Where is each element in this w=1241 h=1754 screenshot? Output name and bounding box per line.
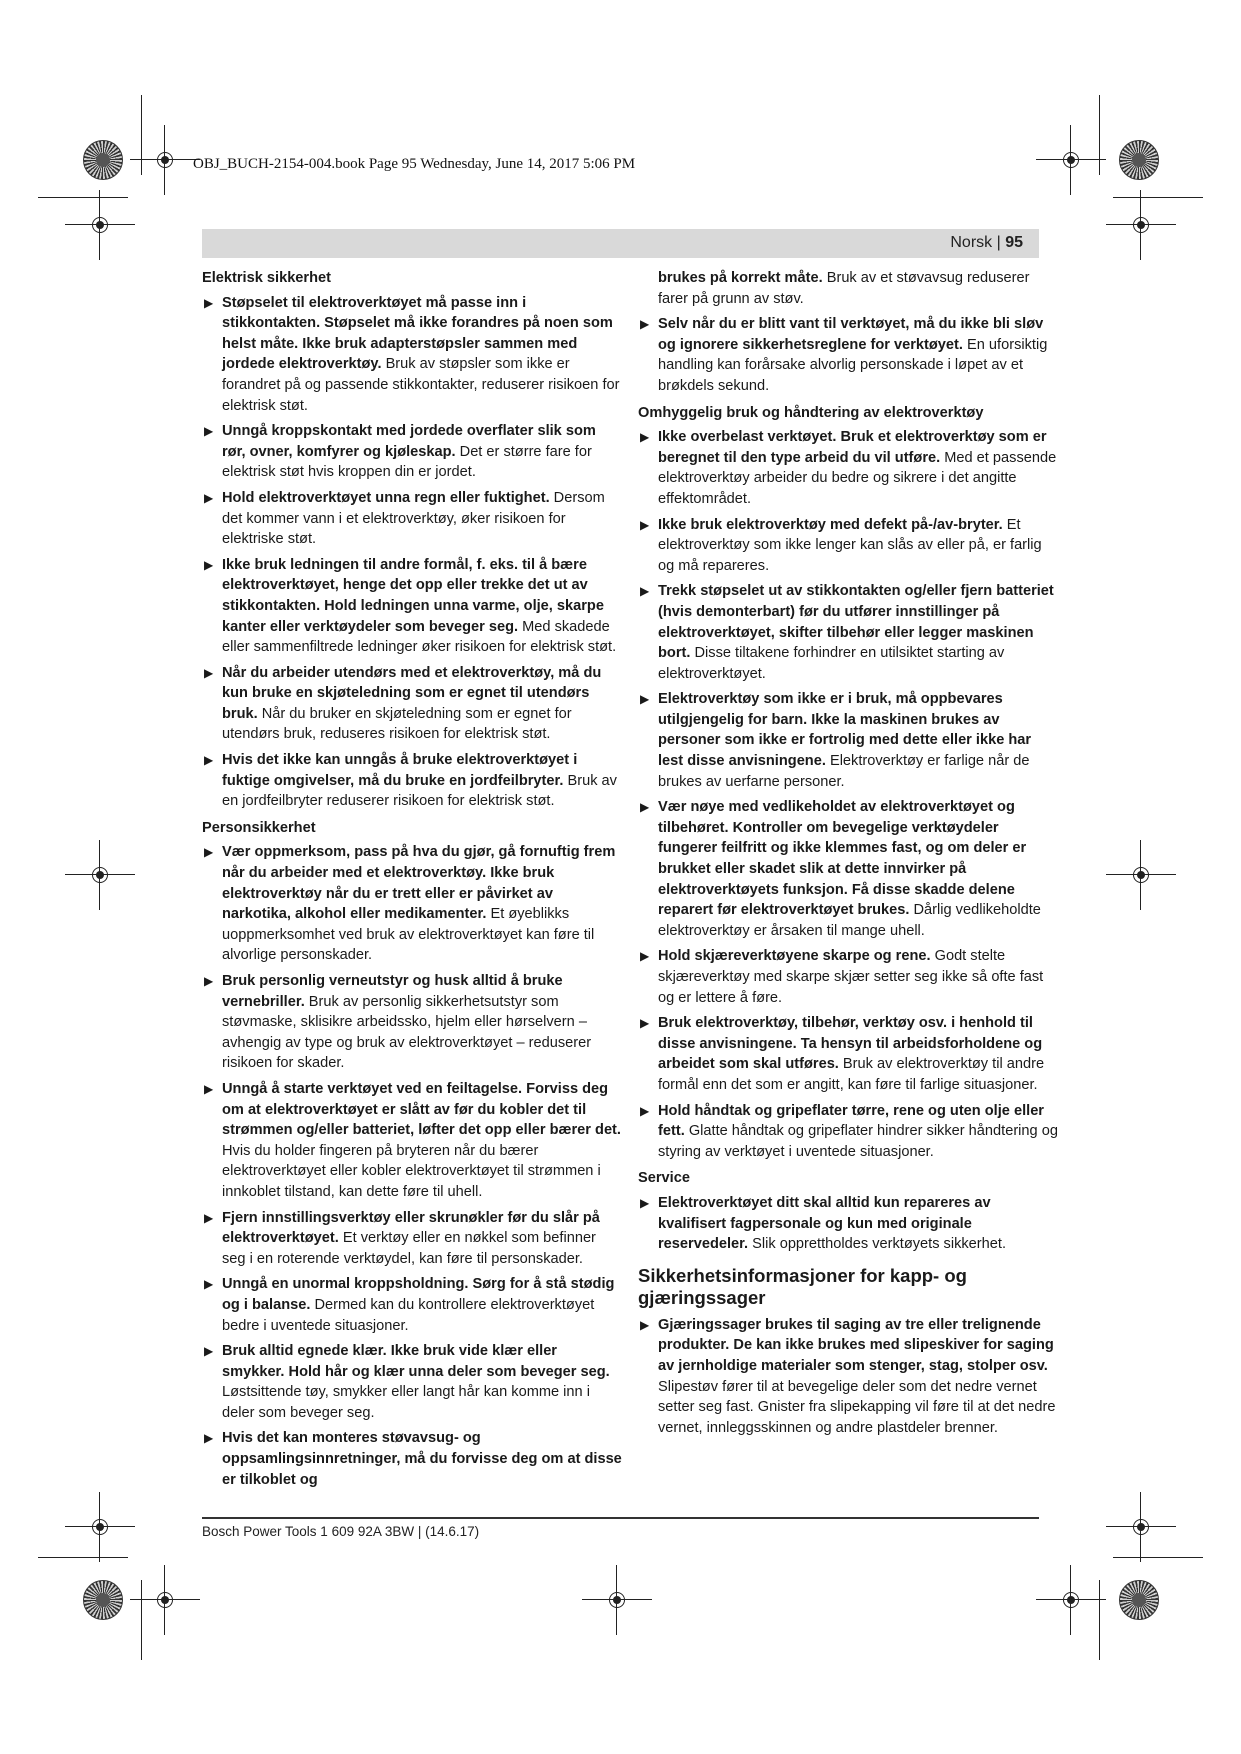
list-item-continuation [638, 268, 1058, 309]
page-number: 95 [1005, 234, 1023, 251]
item-text: Dersom det kommer vann i et elektroverktøy, øker risikoen for elektriske støt. [222, 489, 605, 548]
crop-mark [38, 1557, 128, 1558]
item-text: Bruk av personlig sikkerhetsutstyr som støvmaske, sklisikre arbeidssko, hjelm eller hørselvern – avhengig av type og bruk av elektroverktøyet – reduserer risikoen for skader. [222, 993, 592, 1072]
item-bold-text: Hvis det ikke kan unngås å bruke elektroverktøyet i fuktige omgivelser, må du bruke en jordfeilbryter. [222, 752, 578, 789]
item-text: Med skadede eller sammenfiltrede ledninger øker risikoen for elektrisk støt. [222, 618, 617, 656]
item-bold-text: Når du arbeider utendørs med et elektroverktøy, må du kun bruke en skjøteledning som er egnet til utendørs bruk. [222, 664, 602, 722]
registration-mark-icon [600, 1583, 634, 1617]
list-item [638, 427, 1058, 509]
calibration-dial-icon [83, 1580, 123, 1620]
list-item [638, 581, 1058, 684]
bullet-triangle-icon: ▶ [640, 1317, 650, 1332]
bullet-triangle-icon: ▶ [640, 584, 650, 599]
crop-mark [1113, 1557, 1203, 1558]
item-bold-text: Unngå kroppskontakt med jordede overflater slik som rør, ovner, komfyrer og kjøleskap. [222, 423, 596, 460]
item-bold-text: Ikke bruk ledningen til andre formål, f. eks. til å bære elektroverktøyet, henge det opp eller trekke det ut av stikkontakten. Hold ledningen unna varme, olje, skarpe kanter eller verktøydeler som beveger seg. [222, 556, 604, 635]
item-text: Et elektroverktøy som ikke lenger kan slås av eller på, er farlig og må repareres. [658, 516, 1042, 574]
section-heading: Service [638, 1170, 690, 1187]
item-text: Et verktøy eller en nøkkel som befinner seg i en roterende verktøydel, kan føre til personskader. [222, 1230, 596, 1267]
bullet-triangle-icon: ▶ [640, 949, 650, 964]
item-text: Når du bruker en skjøteledning som er egnet for utendørs bruk, reduseres risikoen for elektrisk støt. [222, 705, 572, 743]
item-bold-text: Bruk elektroverktøy, tilbehør, verktøy osv. i henhold til disse anvisningene. Ta hensyn til arbeidsforholdene og arbeidet som skal utføres. [658, 1015, 1043, 1073]
crop-mark [1113, 197, 1203, 198]
bullet-triangle-icon: ▶ [640, 317, 650, 332]
bullet-triangle-icon: ▶ [640, 430, 650, 445]
list-item [638, 1013, 1058, 1095]
list-item [638, 689, 1058, 792]
bullet-triangle-icon: ▶ [204, 974, 214, 988]
item-text: Slipestøv fører til at bevegelige deler som det nedre vernet setter seg fast. Gnister fra slipekapping vil føre til at det nedre vernet, innleggsskinnen og andre plastdeler brenner. [658, 1378, 1056, 1436]
list-item [202, 663, 622, 745]
item-text: Dårlig vedlikeholdte elektroverktøy er årsaken til mange uhell. [658, 902, 1041, 939]
list-item [202, 1079, 622, 1203]
registration-mark-icon [83, 858, 117, 892]
list-item [202, 1274, 622, 1336]
list-item [202, 1341, 622, 1423]
bullet-triangle-icon: ▶ [640, 1016, 650, 1031]
item-bold-text: Hold elektroverktøyet unna regn eller fuktighet. [222, 489, 550, 506]
registration-mark-icon [148, 1583, 182, 1617]
bullet-triangle-icon: ▶ [640, 800, 650, 815]
item-bold-text: Unngå å starte verktøyet ved en feiltagelse. Forviss deg om at elektroverktøyet er slått av før du kobler det til strømmen og/eller batteriet, løfter det opp eller bærer det. [222, 1080, 621, 1139]
bullet-triangle-icon: ▶ [204, 295, 214, 310]
item-bold-text: Gjæringssager brukes til saging av tre eller trelignende produkter. De kan ikke brukes med slipeskiver for saging av jernholdige materialer som stenger, stag, stolper osv. [658, 1316, 1054, 1374]
item-text: En uforsiktig handling kan forårsake alvorlig personskade i løpet av et brøkdels sekund. [658, 336, 1048, 394]
bullet-triangle-icon: ▶ [640, 692, 650, 707]
item-bold-text: Elektroverktøyet ditt skal alltid kun repareres av kvalifisert fagpersonale og kun med originale reservedeler. [658, 1194, 991, 1253]
item-text: Bruk av elektroverktøy til andre formål enn det som er angitt, kan føre til farlige situasjoner. [658, 1056, 1045, 1093]
calibration-dial-icon [1119, 1580, 1159, 1620]
item-text: Elektroverktøy er farlige når de brukes av uerfarne personer. [658, 753, 1030, 790]
calibration-dial-icon [83, 140, 123, 180]
crop-mark [1099, 1580, 1100, 1660]
item-bold-text: Elektroverktøy som ikke er i bruk, må oppbevares utilgjengelig for barn. Ikke la maskinen brukes av personer som ikke er fortrolig med dette eller ikke har lest disse anvisningene. [658, 691, 1032, 770]
item-text: Glatte håndtak og gripeflater hindrer sikker håndtering og styring av verktøyet i uventede situasjoner. [658, 1123, 1058, 1160]
footer-divider [202, 1517, 1039, 1519]
list-item [638, 797, 1058, 941]
item-bold-text: Bruk personlig verneutstyr og husk alltid å bruke vernebriller. [222, 973, 563, 1010]
section-heading: Omhyggelig bruk og håndtering av elektroverktøy [638, 404, 984, 421]
list-item [638, 1101, 1058, 1163]
list-item [202, 971, 622, 1074]
list-item [202, 1428, 622, 1490]
chapter-heading: Sikkerhetsinformasjoner for kapp- og gjæringssager [638, 1264, 967, 1308]
section-heading: Elektrisk sikkerhet [202, 270, 331, 286]
bullet-triangle-icon: ▶ [204, 753, 214, 768]
crop-mark [141, 95, 142, 175]
bullet-triangle-icon: ▶ [204, 557, 214, 572]
bullet-triangle-icon: ▶ [204, 1431, 214, 1446]
section-heading: Personsikkerhet [202, 819, 316, 836]
item-text: Disse tiltakene forhindrer en utilsiktet starting av elektroverktøyet. [658, 645, 1005, 682]
bullet-triangle-icon: ▶ [640, 1103, 650, 1118]
print-slug: OBJ_BUCH-2154-004.book Page 95 Wednesday, June 14, 2017 5:06 PM [193, 156, 636, 172]
item-text: Dermed kan du kontrollere elektroverktøyet bedre i uventede situasjoner. [222, 1296, 595, 1334]
crop-mark [1099, 95, 1100, 175]
registration-mark-icon [1124, 208, 1158, 242]
item-text: Bruk av støpsler som ikke er forandret på og passende stikkontakter, reduserer risikoen for elektrisk støt. [222, 356, 620, 414]
list-item [202, 421, 622, 483]
registration-mark-icon [83, 208, 117, 242]
item-text: Med et passende elektroverktøy arbeider du bedre og sikrere i det angitte effektområdet. [658, 449, 1057, 507]
list-item [202, 293, 622, 417]
bullet-triangle-icon: ▶ [640, 1195, 650, 1210]
list-item [638, 515, 1058, 577]
item-text: Hvis du holder fingeren på bryteren når du bærer elektroverktøyet eller kobler elektroverktøyet til strømmen i innkoblet tilstand, kan dette føre til uhell. [222, 1142, 601, 1200]
item-text: Slik opprettholdes verktøyets sikkerhet. [748, 1236, 1007, 1253]
bullet-triangle-icon: ▶ [204, 1344, 214, 1359]
header-label [950, 234, 1023, 252]
crop-mark [141, 1580, 142, 1660]
item-text: Godt stelte skjæreverktøy med skarpe skjær setter seg ikke så ofte fast og er lettere å føre. [658, 948, 1044, 1006]
registration-mark-icon [1054, 143, 1088, 177]
list-item [638, 1193, 1058, 1255]
item-bold-text: Vær nøye med vedlikeholdet av elektroverktøyet og tilbehøret. Kontroller om bevegelige verktøydeler fungerer feilfritt og ikke klemmes fast, og om deler er brukket eller skadet slik at dette innvirker på elektroverktøyets funksjon. Få disse skadde delene reparert før elektroverktøyet brukes. [658, 799, 1027, 919]
item-text: Bruk av en jordfeilbryter reduserer risikoen for elektrisk støt. [222, 772, 617, 810]
registration-mark-icon [83, 1510, 117, 1544]
list-item [638, 314, 1058, 396]
item-text: Et øyeblikks uoppmerksomhet ved bruk av elektroverktøyet kan føre til alvorlige personskader. [222, 906, 595, 964]
header-separator: | [996, 234, 1001, 251]
item-bold-text: brukes på korrekt måte. [658, 270, 823, 286]
item-bold-text: Hold håndtak og gripeflater tørre, rene og uten olje eller fett. [658, 1102, 1044, 1140]
item-bold-text: Støpselet til elektroverktøyet må passe inn i stikkontakten. Støpselet må ikke forandres på noen som helst måte. Ikke bruk adapterstøpsler sammen med jordede elektroverktøy. [222, 294, 613, 373]
calibration-dial-icon [1119, 140, 1159, 180]
bullet-triangle-icon: ▶ [204, 665, 214, 680]
bullet-triangle-icon: ▶ [204, 1210, 214, 1225]
page-footer: Bosch Power Tools 1 609 92A 3BW | (14.6.17) [202, 1524, 480, 1539]
registration-mark-icon [1054, 1583, 1088, 1617]
registration-mark-icon [148, 143, 182, 177]
bullet-triangle-icon: ▶ [640, 517, 650, 532]
list-item [202, 1208, 622, 1270]
item-text: Det er større fare for elektrisk støt hvis kroppen din er jordet. [222, 443, 592, 481]
header-language: Norsk [950, 234, 993, 251]
item-bold-text: Selv når du er blitt vant til verktøyet, må du ikke bli sløv og ignorere sikkerhetsreglene for verktøyet. [658, 316, 1044, 353]
page-header [202, 229, 1039, 258]
list-item [202, 842, 622, 966]
left-column [202, 268, 622, 1495]
bullet-triangle-icon: ▶ [204, 490, 214, 505]
list-item [202, 555, 622, 658]
right-column [638, 268, 1058, 1443]
item-bold-text: Ikke overbelast verktøyet. Bruk et elektroverktøy som er beregnet til den type arbeid du vil utføre. [658, 429, 1047, 466]
bullet-triangle-icon: ▶ [204, 424, 214, 439]
item-bold-text: Hvis det kan monteres støvavsug- og oppsamlingsinnretninger, må du forvisse deg om at disse er tilkoblet og [222, 1430, 622, 1488]
list-item [202, 750, 622, 812]
list-item [202, 488, 622, 550]
item-bold-text: Fjern innstillingsverktøy eller skrunøkler før du slår på elektroverktøyet. [222, 1209, 600, 1247]
bullet-triangle-icon: ▶ [204, 845, 214, 860]
list-item [638, 1315, 1058, 1439]
registration-mark-icon [1124, 1510, 1158, 1544]
item-bold-text: Bruk alltid egnede klær. Ikke bruk vide klær eller smykker. Hold hår og klær unna deler som beveger seg. [222, 1343, 610, 1380]
registration-mark-icon [1124, 858, 1158, 892]
item-bold-text: Unngå en unormal kroppsholdning. Sørg for å stå stødig og i balanse. [222, 1276, 615, 1313]
item-bold-text: Trekk støpselet ut av stikkontakten og/eller fjern batteriet (hvis demonterbart) før du utfører innstillinger på elektroverktøyet, skifter tilbehør eller legger maskinen bort. [658, 583, 1054, 662]
item-bold-text: Vær oppmerksom, pass på hva du gjør, gå fornuftig frem når du arbeider med et elektroverktøy. Ikke bruk elektroverktøy når du er trett eller er påvirket av narkotika, alkohol eller medikamenter. [222, 844, 616, 923]
bullet-triangle-icon: ▶ [204, 1277, 214, 1292]
item-text: Løstsittende tøy, smykker eller langt hår kan komme inn i deler som beveger seg. [222, 1384, 590, 1421]
crop-mark [38, 197, 128, 198]
item-text: Bruk av et støvavsug reduserer farer på grunn av støv. [658, 270, 1030, 307]
item-bold-text: Ikke bruk elektroverktøy med defekt på-/av-bryter. [658, 516, 1003, 533]
bullet-triangle-icon: ▶ [204, 1081, 214, 1096]
item-bold-text: Hold skjæreverktøyene skarpe og rene. [658, 948, 931, 965]
list-item [638, 946, 1058, 1008]
